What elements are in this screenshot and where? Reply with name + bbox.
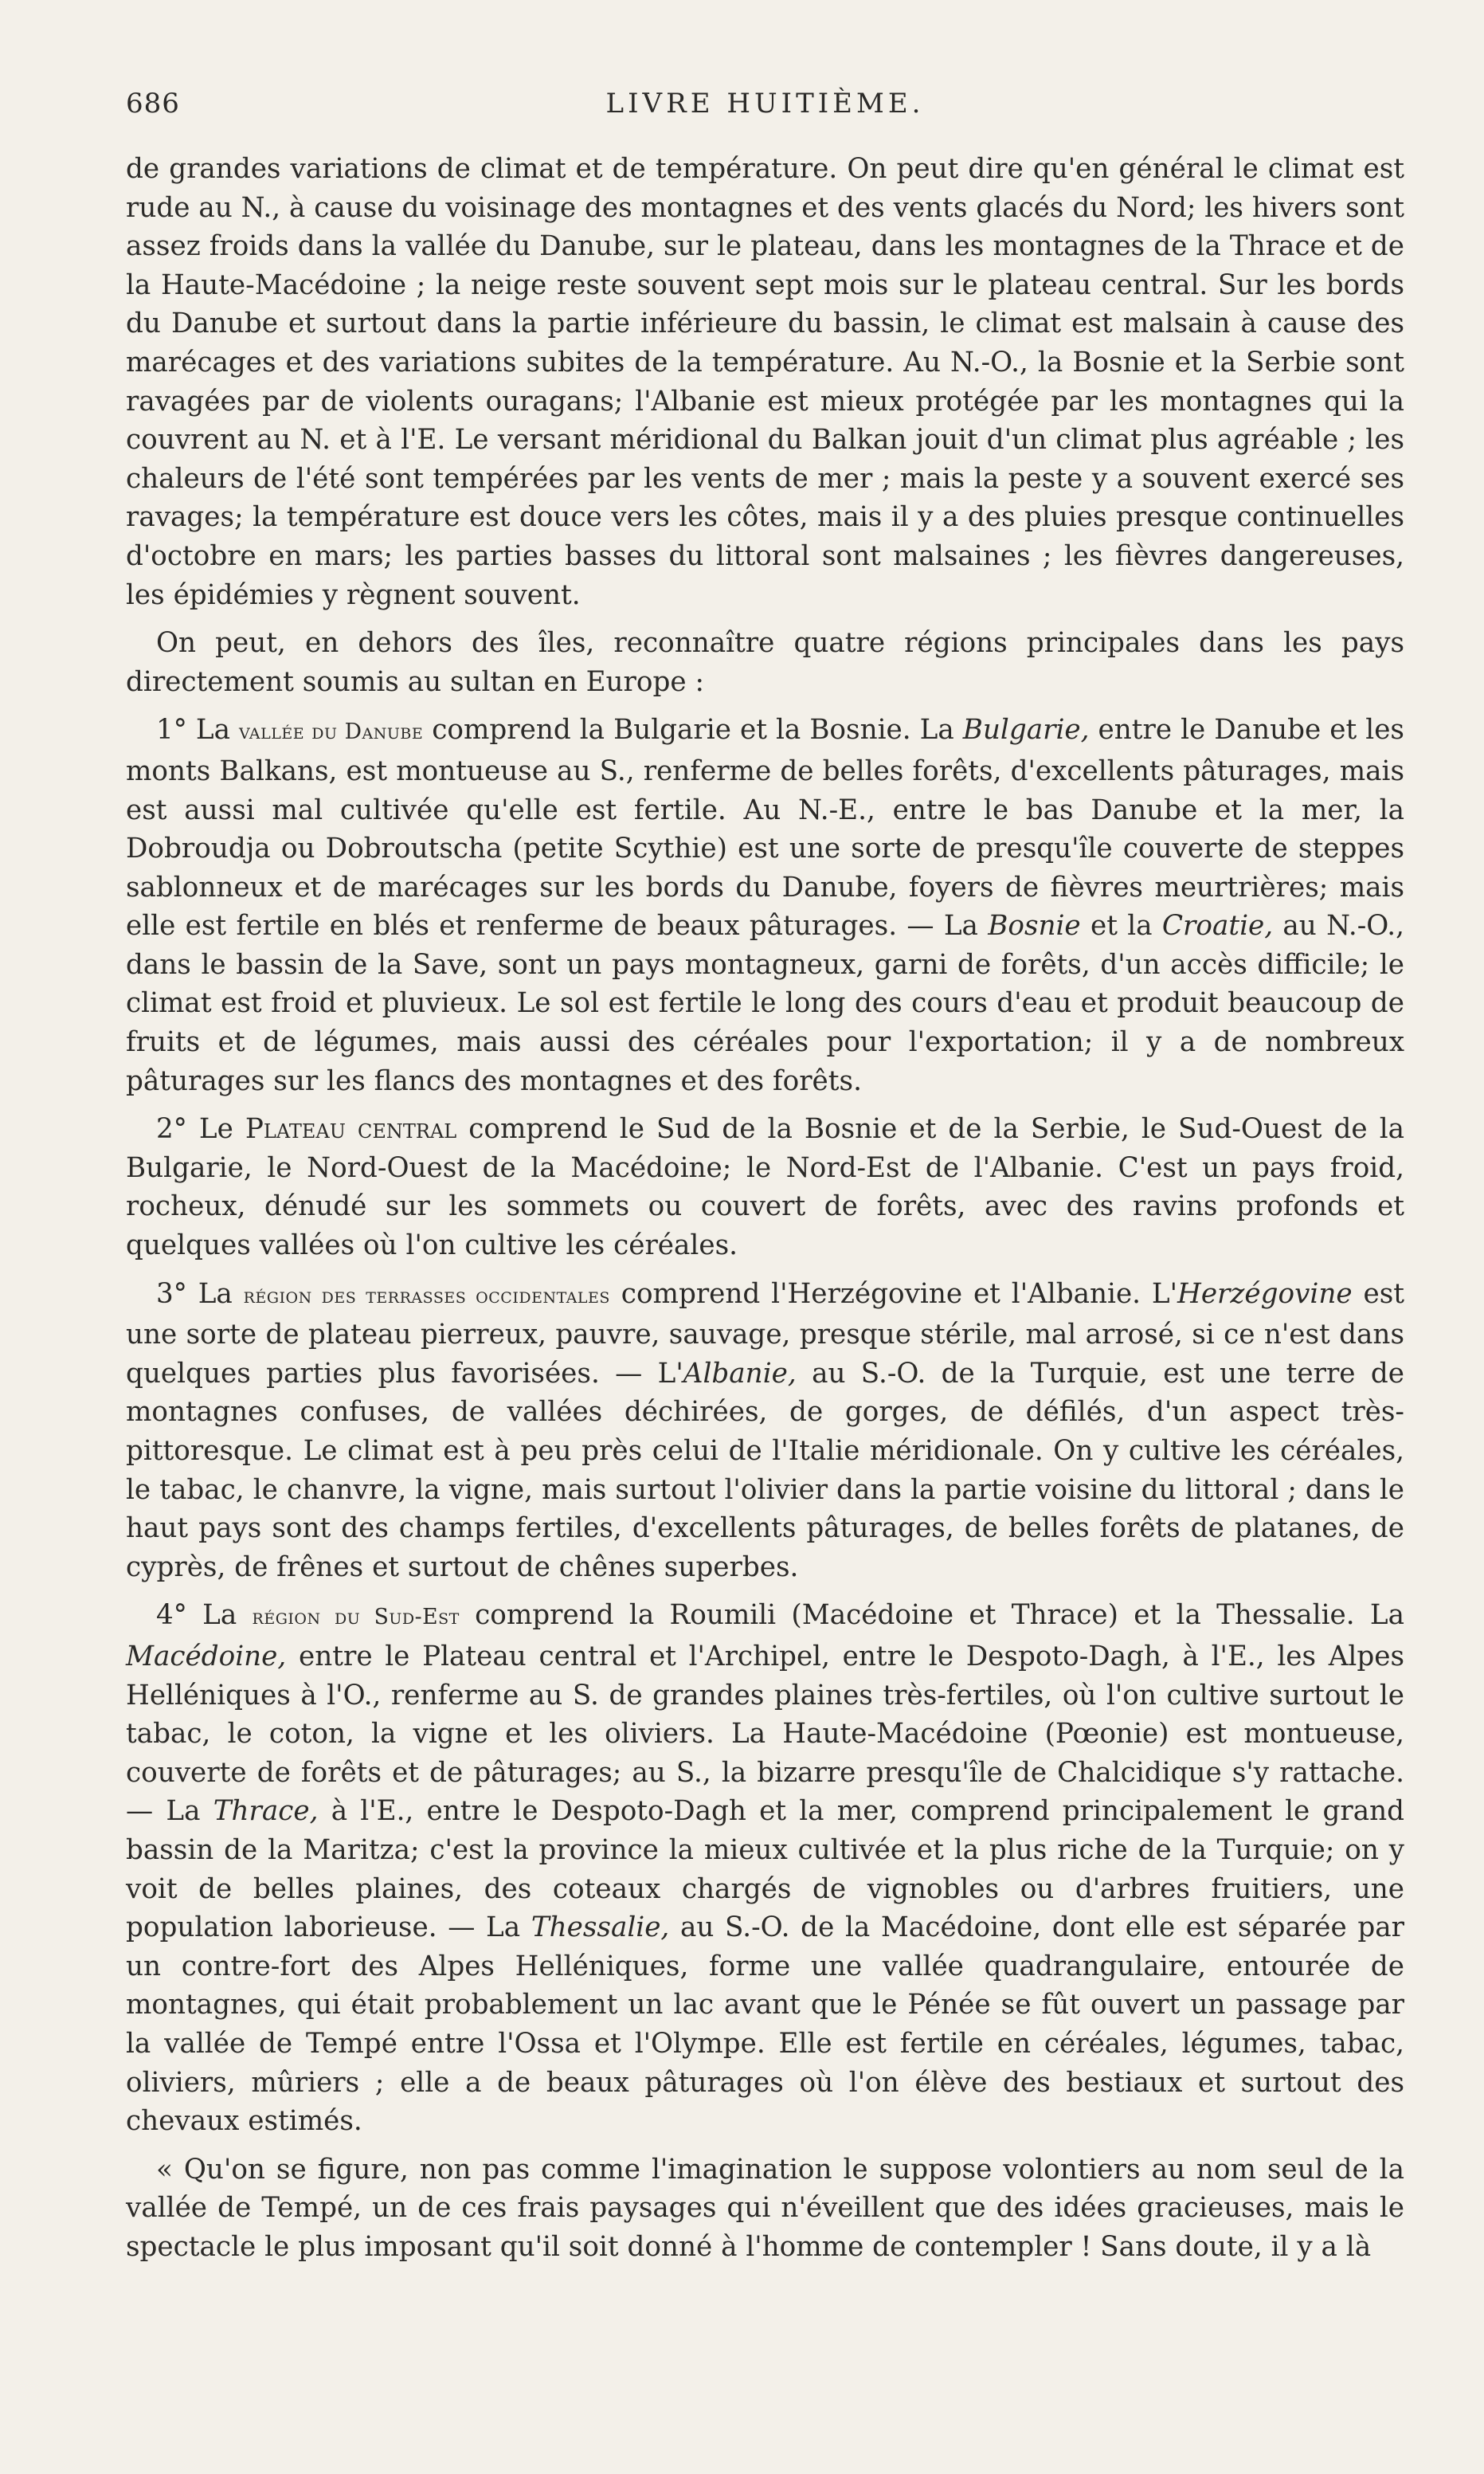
region-title: vallée du Danube <box>238 719 424 745</box>
paragraph-quotation: « Qu'on se figure, non pas comme l'imagination le suppose volontiers au nom seul de la vallée de Tempé, un de ces frais paysages qui n'éveillent que des idées gracieuses, mais le spectacle le plus imposant qu'il soit donné à l'homme de contempler ! Sans doute, il y a là <box>126 2153 1404 2263</box>
paragraph-region-danube <box>126 711 1404 1100</box>
paragraph-region-plateau <box>126 1110 1404 1264</box>
paragraph-region-sud-est <box>126 1596 1404 2140</box>
paragraph-region-terrasses <box>126 1275 1404 1587</box>
region-number: 1° La <box>156 714 239 747</box>
text-run: comprend la Bulgarie et la Bosnie. La <box>423 714 963 747</box>
book-page <box>0 73 1484 2474</box>
italic-term: Herzégovine <box>1177 1277 1353 1310</box>
running-title: LIVRE HUITIÈME. <box>605 88 925 120</box>
region-title: Plateau central <box>245 1113 457 1146</box>
page-number: 686 <box>126 88 180 120</box>
italic-term: Bosnie <box>988 910 1081 943</box>
text-run: au S.-O. de la Macédoine, dont elle est séparée par un contre-fort des Alpes Helléniques, forme une vallée quadrangulaire, entourée de montagnes, qui était probablement un lac avant que le Pénée se fût ouvert un passage par la vallée de Tempé entre l'Ossa et l'Olympe. Elle est fertile en céréales, légumes, tabac, oliviers, mûriers ; elle a de beaux pâturages où l'on élève des bestiaux et surtout des chevaux estimés. <box>126 1911 1405 2138</box>
region-number: 3° La <box>156 1277 244 1310</box>
italic-term: Albanie, <box>683 1357 797 1390</box>
italic-term: Thessalie, <box>531 1911 670 1944</box>
italic-term: Croatie, <box>1161 910 1274 943</box>
text-run: et la <box>1080 910 1162 943</box>
page-header <box>126 73 1404 135</box>
region-title: région du Sud-Est <box>252 1605 460 1630</box>
text-run: est une sorte de plateau pierreux, pauvre, sauvage, presque stérile, mal arrosé, si ce n'est dans quelques parties plus favorisées. — L' <box>126 1277 1404 1390</box>
text-run: au N.-O., dans le bassin de la Save, sont un pays montagneux, garni de forêts, d'un accès difficile; le climat est froid et pluvieux. Le sol est fertile le long des cours d'eau et produit beaucoup de fruits et de légumes, mais aussi des céréales pour l'exportation; il y a de nombreux pâturages sur les flancs des montagnes et des forêts. <box>126 910 1405 1097</box>
italic-term: Macédoine, <box>126 1640 287 1672</box>
body-text <box>126 150 1404 2266</box>
region-number: 4° La <box>156 1599 253 1632</box>
text-run: entre le Danube et les monts Balkans, est montueuse au S., renferme de belles forêts, d'excellents pâturages, mais est aussi mal cultivée qu'elle est fertile. Au N.-E., entre le bas Danube et la mer, la Dobroudja ou Dobroutscha (petite Scythie) est une sorte de presqu'île couverte de steppes sablonneux et de marécages sur les bords du Danube, foyers de fièvres meurtrières; mais elle est fertile en blés et renferme de beaux pâturages. — La <box>126 714 1404 943</box>
region-title: région des terrasses occidentales <box>243 1283 610 1308</box>
paragraph-climate: de grandes variations de climat et de température. On peut dire qu'en général le climat est rude au N., à cause du voisinage des montagnes et des vents glacés du Nord; les hivers sont assez froids dans la vallée du Danube, sur le plateau, dans les montagnes de la Thrace et de la Haute-Macédoine ; la neige reste souvent sept mois sur le plateau central. Sur les bords du Danube et surtout dans la partie inférieure du bassin, le climat est malsain à cause des marécages et des variations subites de la température. Au N.-O., la Bosnie et la Serbie sont ravagées par de violents ouragans; l'Albanie est mieux protégée par les montagnes qui la couvrent au N. et à l'E. Le versant méridional du Balkan jouit d'un climat plus agréable ; les chaleurs de l'été sont tempérées par les vents de mer ; mais la peste y a souvent exercé ses ravages; la température est douce vers les côtes, mais il y a des pluies presque continuelles d'octobre en mars; les parties basses du littoral sont malsaines ; les fièvres dangereuses, les épidémies y règnent souvent. <box>126 153 1404 611</box>
italic-term: Bulgarie, <box>962 714 1090 747</box>
text-run: au S.-O. de la Turquie, est une terre de montagnes confuses, de vallées déchirées, de gorges, de défilés, d'un aspect très-pittoresque. Le climat est à peu près celui de l'Italie méridionale. On y cultive les céréales, le tabac, le chanvre, la vigne, mais surtout l'olivier dans la partie voisine du littoral ; dans le haut pays sont des champs fertiles, d'excellents pâturages, de belles forêts de platanes, de cyprès, de frênes et surtout de chênes superbes. <box>126 1357 1404 1583</box>
paragraph-regions-intro: On peut, en dehors des îles, reconnaître quatre régions principales dans les pays directement soumis au sultan en Europe : <box>126 627 1404 698</box>
region-number: 2° Le <box>156 1113 245 1146</box>
text-run: entre le Plateau central et l'Archipel, entre le Despoto-Dagh, à l'E., les Alpes Helléniques à l'O., renferme au S. de grandes plaines très-fertiles, où l'on cultive surtout le tabac, le coton, la vigne et les oliviers. La Haute-Macédoine (Pœonie) est montueuse, couverte de forêts et de pâturages; au S., la bizarre presqu'île de Chalcidique s'y rattache. — La <box>126 1640 1404 1828</box>
text-run: comprend l'Herzégovine et l'Albanie. L' <box>609 1277 1178 1310</box>
text-run: comprend la Roumili (Macédoine et Thrace) et la Thessalie. La <box>459 1599 1404 1632</box>
italic-term: Thrace, <box>213 1795 319 1828</box>
text-run: comprend le Sud de la Bosnie et de la Serbie, le Sud-Ouest de la Bulgarie, le Nord-Ouest de la Macédoine; le Nord-Est de l'Albanie. C'est un pays froid, rocheux, dénudé sur les sommets ou couvert de forêts, avec des ravins profonds et quelques vallées où l'on cultive les céréales. <box>126 1113 1405 1262</box>
text-run: à l'E., entre le Despoto-Dagh et la mer, comprend principalement le grand bassin de la Maritza; c'est la province la mieux cultivée et la plus riche de la Turquie; on y voit de belles plaines, des coteaux chargés de vignobles ou d'arbres fruitiers, une population laborieuse. — La <box>126 1795 1404 1944</box>
